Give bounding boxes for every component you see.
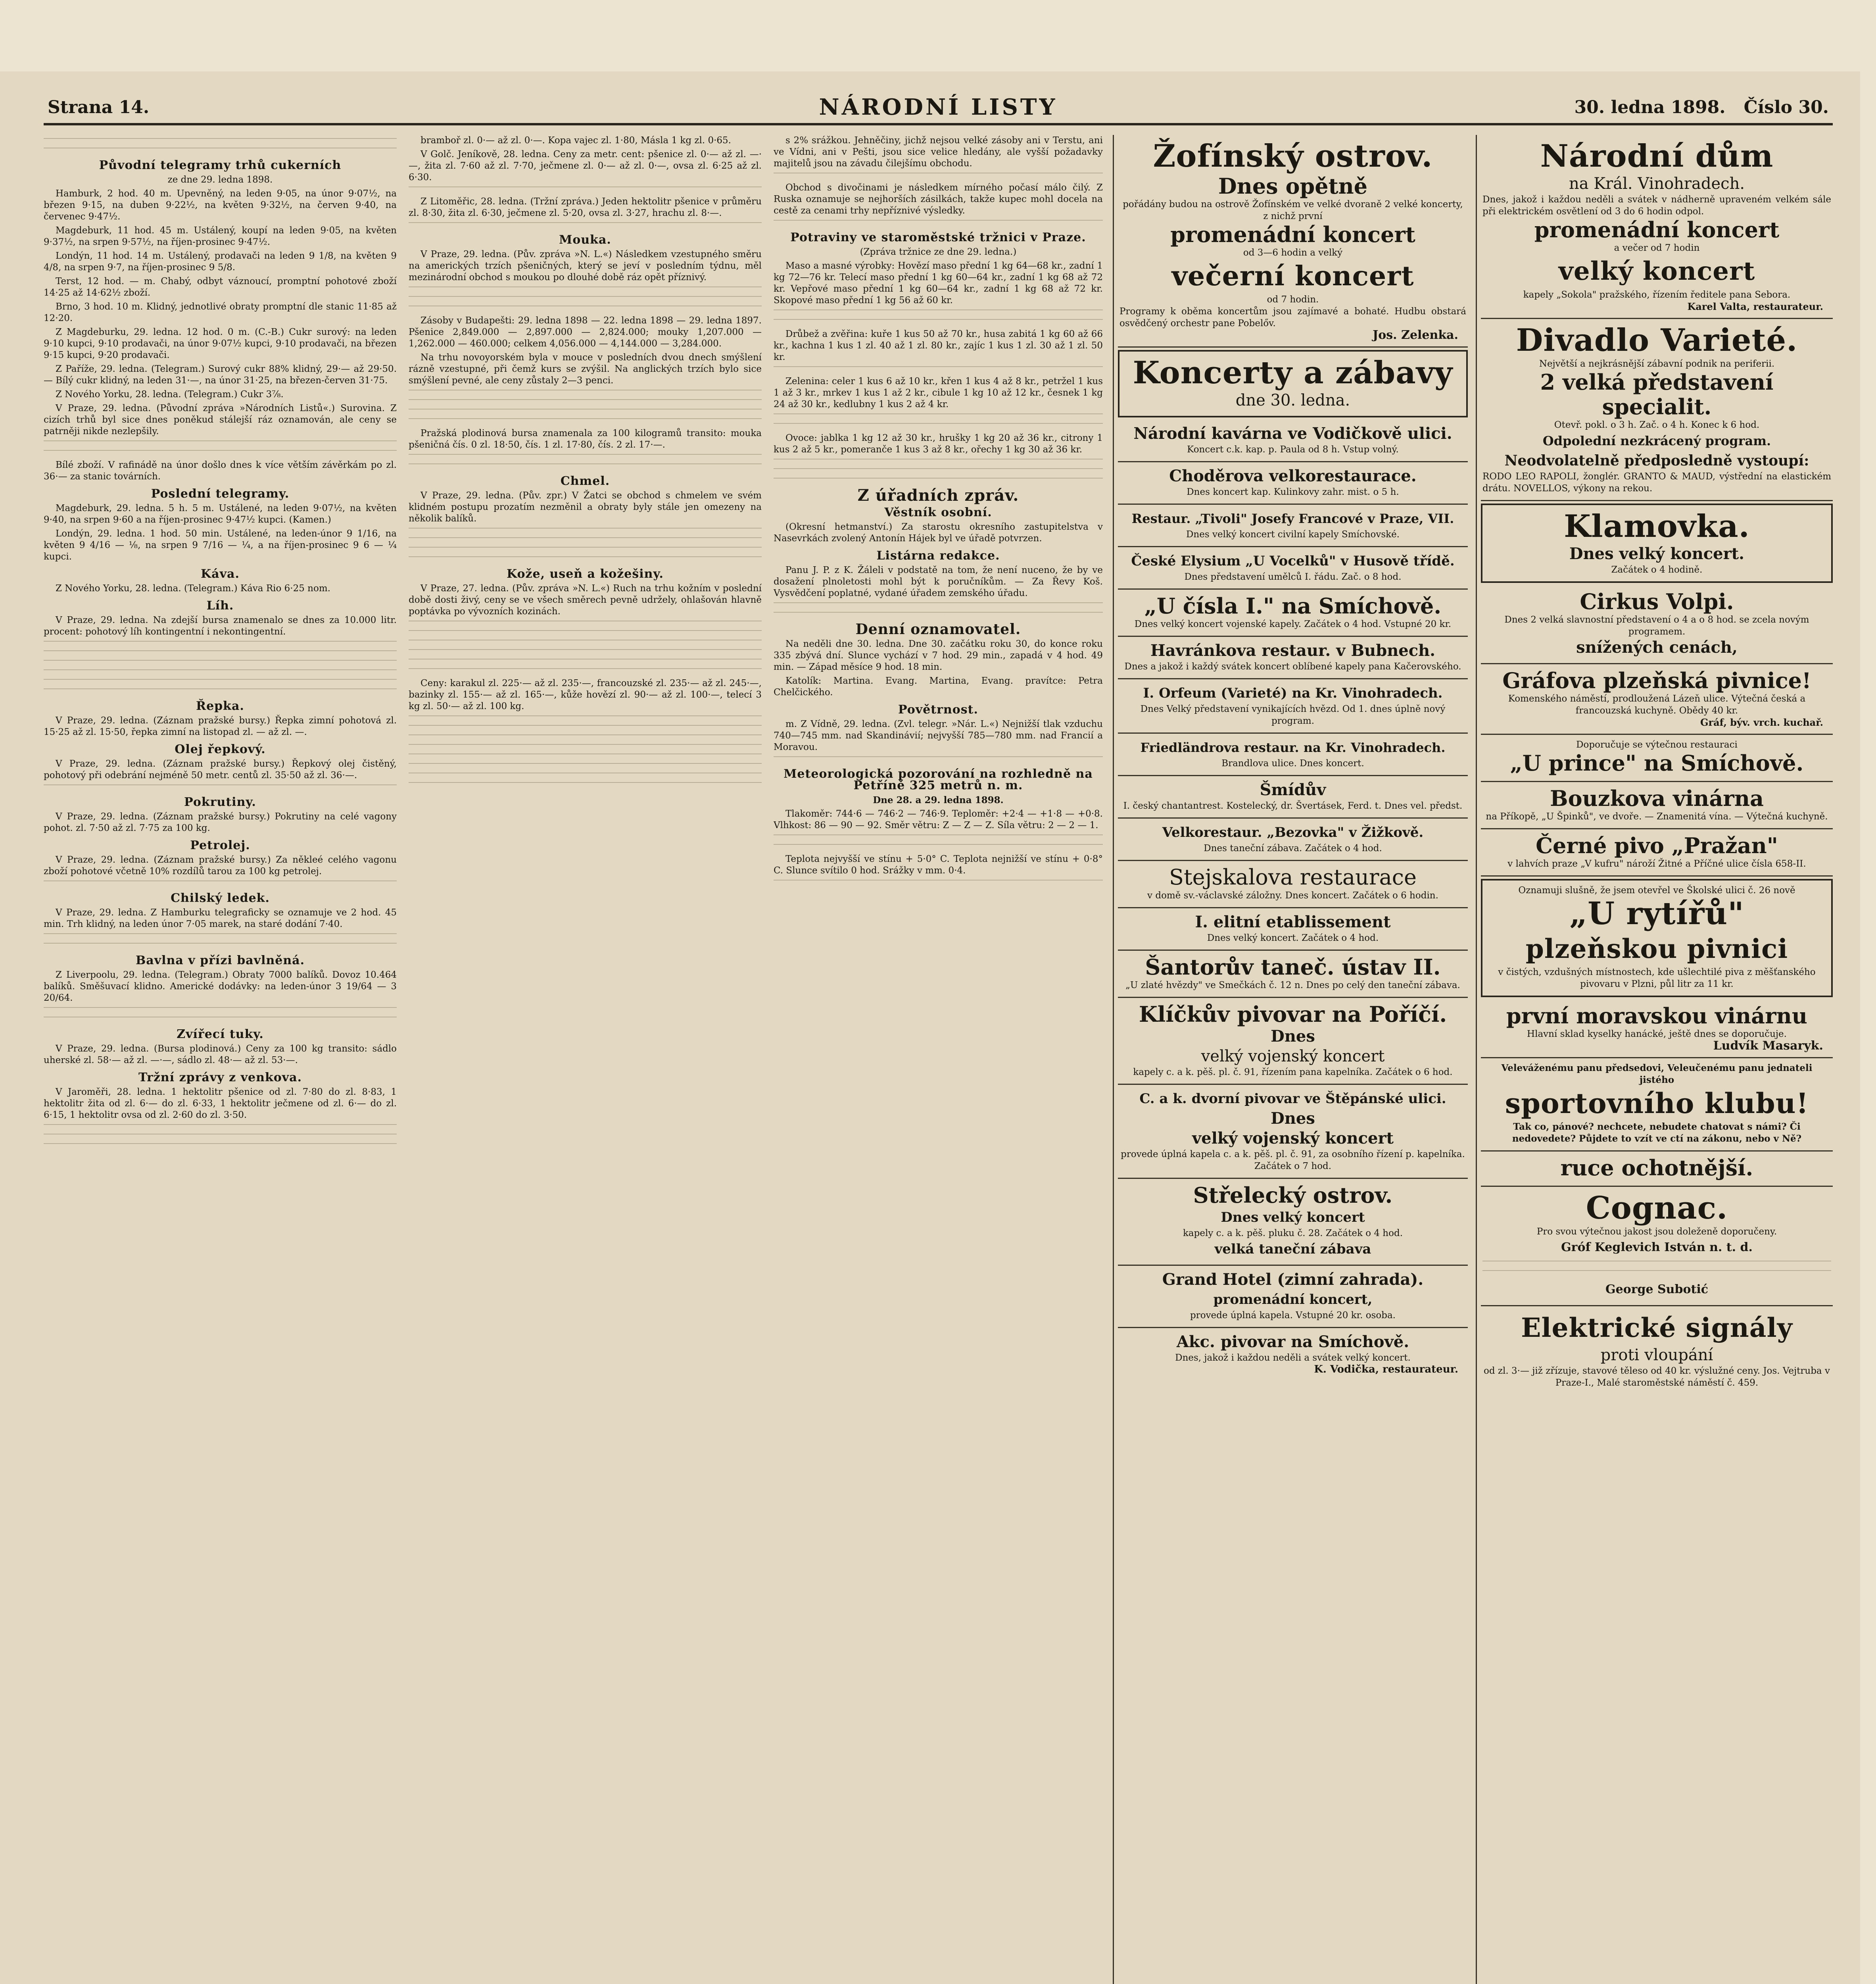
ad-text: Komenského náměstí, prodloužená Lázeň ulice. Výtečná česká a francouzská kuchyně. Obědy 40 kr.	[1508, 694, 1806, 716]
text-continuation	[409, 734, 762, 741]
text-continuation	[774, 220, 1103, 226]
section-heading-personal: Věstník osobní.	[884, 506, 992, 519]
column-2-market-reports	[409, 135, 762, 1984]
ad-title: Cognac.	[1586, 1190, 1728, 1226]
section-heading-saltpeter: Chilský ledek.	[171, 891, 270, 905]
ad-text: kapely c. a k. pěš. pl. č. 91, řízením pana kapelníka. Začátek o 6 hod.	[1133, 1067, 1453, 1077]
report-maso: Maso a masné výrobky: Hovězí maso přední 1 kg 64—68 kr., zadní 1 kg 72—76 kr. Telecí maso přední 1 kg 60—64 kr., zadní 1 kg 68 až 72 kr. Vepřové maso přední 1 kg 60—64 kr., zadní 1 kg 68 až 72 kr. Skopové maso přední 1 kg 56 až 60 kr.	[774, 261, 1103, 306]
ad-koncerty-zabavy	[1118, 350, 1468, 417]
ad-title: „U prince" na Smíchově.	[1510, 750, 1804, 776]
ad-cirkus-volpi	[1481, 585, 1833, 664]
section-heading-flour: Mouka.	[559, 233, 611, 247]
ad-text: Otevř. pokl. o 3 h. Zač. o 4 h. Konec k 6 hod.	[1554, 420, 1760, 430]
ad-text: Dnes koncert kap. Kulinkovy zahr. mist. o 5 h.	[1187, 487, 1399, 497]
ad-dance: velká taneční zábava	[1214, 1241, 1371, 1257]
text-continuation	[774, 173, 1103, 179]
text-continuation	[44, 1007, 397, 1013]
ad-dvorni-pivovar	[1118, 1085, 1468, 1179]
section-heading-coffee: Káva.	[201, 567, 240, 581]
ad-bezovka	[1118, 819, 1468, 861]
ad-subtitle: proti vloupání	[1600, 1346, 1713, 1364]
ad-text: od 3—6 hodin a velký	[1243, 248, 1343, 258]
text-continuation	[44, 1134, 397, 1140]
ad-signature: Jos. Zelenka.	[1373, 328, 1458, 342]
price-table	[44, 641, 397, 647]
ad-text: od 7 hodin.	[1267, 294, 1319, 305]
ad-text: od zl. 3·— již zřízuje, stavové těleso od 40 kr. výslužné ceny. Jos. Vejtruba v Praze-I., Malé staroměstské náměstí č. 459.	[1484, 1366, 1830, 1388]
report-zelenina: Zelenina: celer 1 kus 6 až 10 kr., křen 1 kus 4 až 8 kr., petržel 1 kus 1 až 3 kr., mrkev 1 kus 1 až 2 kr., cibule 1 kg 10 až 12 kr., česnek 1 kg 24 až 30 kr., kedlubny 1 kus 2 až 4 kr.	[774, 376, 1103, 409]
ad-title: Cirkus Volpi.	[1580, 589, 1734, 614]
report-repka: V Praze, 29. ledna. (Záznam pražské bursy.) Řepka zimní pohotová zl. 15·25 až zl. 15·50, řepka zimní na listopad zl. — až zl. —.	[44, 715, 397, 737]
text-continuation	[44, 880, 397, 887]
report-terst: Terst, 12 hod. — m. Chabý, odbyt váznoucí, promptní pohotové zboží 14·25 až 14·62½ zboží.	[44, 276, 397, 298]
ad-text: Hlavní sklad kyselky hanácké, ještě dnes se doporučuje.	[1527, 1029, 1787, 1039]
text-continuation	[44, 1124, 397, 1130]
page-number: Strana 14.	[48, 97, 150, 117]
text-continuation	[774, 844, 1103, 850]
report-new-york: Z Nového Yorku, 28. ledna. (Telegram.) Cukr 3⅞.	[56, 389, 284, 400]
ad-title: Grand Hotel (zimní zahrada).	[1162, 1270, 1424, 1289]
report-denni: Na neděli dne 30. ledna. Dne 30. začátku roku 30, do konce roku 335 zbývá dní. Slunce vychází v 7 hod. 29 min., zapadá v 4 hod. 49 min. — Západ měsíce 9 hod. 18 min.	[774, 639, 1103, 672]
ad-text: provede úplná kapela. Vstupné 20 kr. osoba.	[1190, 1310, 1396, 1321]
text-continuation	[409, 556, 762, 563]
ad-stejskalova	[1118, 861, 1468, 908]
ad-text: Dnes a jakož i každý svátek koncert oblíbené kapely pana Kačerovského.	[1124, 661, 1461, 672]
report-trzni-zpravy: V Jaroměři, 28. ledna. 1 hektolitr pšenice od zl. 7·80 do zl. 8·83, 1 hektolitr žita od zl. 6·— do zl. 6·33, 1 hektolitr ječmene od zl. 6·— do zl. 6·15, 1 hektolitr ovsa od zl. 2·60 do zl. 3·50.	[44, 1087, 397, 1120]
ad-title: první moravskou vinárnu	[1506, 1003, 1808, 1029]
ad-prices: snížených cenách,	[1576, 638, 1738, 657]
report-trh-novoyorsky: Na trhu novoyorském byla v mouce v posledních dvou dnech smýšlení rázně vzestupné, při čemž kurs se zvýšil. Na anglických trzích bylo sice smýšlení pevné, ale ceny zůstaly 2—3 penci.	[409, 352, 762, 386]
ad-title: Akc. pivovar na Smíchově.	[1176, 1332, 1409, 1351]
ad-text: Největší a nejkrásnější zábavní podnik na periferii.	[1539, 359, 1775, 369]
ad-text: kapely c. a k. pěš. pluku č. 28. Začátek o 4 hod.	[1183, 1228, 1403, 1238]
report-litomerice: Z Litoměřic, 28. ledna. (Tržní zpráva.) Jeden hektolitr pšenice v průměru zl. 8·30, žita zl. 6·30, ječmene zl. 5·20, ovsa zl. 3·27, hrachu zl. 8·—.	[409, 196, 762, 218]
ad-ruce-ochotnejsi	[1481, 1152, 1833, 1187]
ad-text: Pro svou výtečnou jakost jsou doleženě doporučeny.	[1536, 1227, 1777, 1237]
ad-text: v čistých, vzdušných místnostech, kde ušlechtilé piva z měšťanského pivovaru v Plzni, půl litr za 11 kr.	[1498, 967, 1816, 989]
section-heading-telegrams: Poslední telegramy.	[151, 487, 290, 501]
ad-signature: Gráf, býv. vrch. kuchař.	[1700, 717, 1823, 728]
ad-title: Žofínský ostrov.	[1153, 138, 1433, 174]
text-continuation	[409, 621, 762, 627]
price-table	[44, 650, 397, 657]
report-prazska-bursa: Pražská plodinová bursa znamenala za 100 kilogramů transito: mouka pšeničná čís. 0 zl. 18·50, čís. 1 zl. 17·80, čís. 2 zl. 17·—.	[409, 428, 762, 450]
section-heading-spirit: Líh.	[206, 599, 234, 613]
ad-subtitle: promenádní koncert,	[1213, 1292, 1373, 1307]
text-continuation	[774, 459, 1103, 465]
text-continuation	[774, 834, 1103, 841]
ad-narodni-kavarna	[1118, 420, 1468, 462]
text-continuation	[409, 763, 762, 769]
section-heading-official: Z úřadních zpráv.	[857, 486, 1019, 505]
text-continuation	[774, 423, 1103, 429]
text-continuation	[409, 547, 762, 553]
stock-table: Zásoby v Budapešti: 29. ledna 1898 — 22. ledna 1898 — 29. ledna 1897. Pšenice 2,849.000 — 2,897.000 — 2,824.000; mouky 1,207.000 — 1,262.000 — 460.000; celkem 4,056.000 — 4,144.000 — 3,284.000.	[409, 315, 762, 349]
ad-signature: K. Vodička, restaurateur.	[1314, 1363, 1458, 1375]
text-continuation	[1482, 1261, 1831, 1267]
ad-text: Programy k oběma koncertům jsou zajímavé a bohaté. Hudbu obstará osvědčený orchestr pane Pobelőv.	[1119, 306, 1466, 329]
section-heading-meteo: Meteorologická pozorování na rozhledně na Petříně 325 metrů n. m.	[783, 767, 1093, 792]
ad-klickuv-pivovar	[1118, 998, 1468, 1085]
section-heading-letters: Listárna redakce.	[876, 549, 1000, 563]
ad-title: I. elitní etablissement	[1195, 913, 1391, 931]
text-continuation	[409, 286, 762, 293]
ad-title: Havránkova restaur. v Bubnech.	[1150, 641, 1436, 660]
ad-title: Střelecký ostrov.	[1193, 1182, 1393, 1208]
report-koze: V Praze, 27. ledna. (Pův. zpráva »N. L.«) Ruch na trhu kožním v poslední době dosti živý, ceny se ve všech směrech pevně udržely, ohlašován hlavně poptávka po vývozních kozinách.	[409, 583, 762, 617]
text-continuation	[409, 186, 762, 193]
ad-text: Brandlova ulice. Dnes koncert.	[1221, 758, 1364, 769]
text-continuation	[44, 148, 397, 154]
report-londyn-2: Londýn, 29. ledna. 1 hod. 50 min. Ustálené, na leden-únor 9 1/16, na květen 9 4/16 — ⅛, na srpen 9 7/16 — ¼, a na říjen-prosinec 9 6 — ¼ kupci.	[44, 529, 397, 562]
ad-subtitle: Dnes velký koncert	[1221, 1209, 1365, 1225]
report-magdeburk: Magdeburk, 11 hod. 45 m. Ustálený, koupí na leden 9·05, na květen 9·37½, na srpen 9·57½, na říjen-prosinec 9·47½.	[44, 225, 397, 247]
section-subheading: ze dne 29. ledna 1898.	[167, 175, 273, 185]
ad-text: v lahvích praze „V kufru" nároží Žitné a Příčné ulice čísla 658-II.	[1507, 859, 1806, 869]
report-ceny-kozi: Ceny: karakul zl. 225·— až zl. 235·—, francouzské zl. 235·— až zl. 245·—, bazinky zl. 155·— až zl. 165·—, kůže hovězí zl. 90·— až zl. 100·—, telecí 3 kg zl. 50·— až zl. 100 kg.	[409, 678, 762, 711]
ad-subtitle: Dnes velký koncert.	[1569, 544, 1745, 563]
ad-divadlo-variete	[1481, 319, 1833, 501]
ad-moravska-vinarna	[1481, 1000, 1833, 1058]
ad-title: „U čísla I." na Smíchově.	[1144, 593, 1442, 619]
text-continuation	[409, 454, 762, 460]
ad-artists: RODO LEO RAPOLI, žonglér. GRANTO & MAUD, výstřední na elastickém drátu. NOVELLOS, výkony na rekou.	[1482, 471, 1831, 494]
section-heading-market-hall: Potraviny ve staroměstské tržnici v Praze.	[790, 231, 1086, 244]
ad-title: Klíčkův pivovar na Poříčí.	[1139, 1002, 1447, 1027]
text-continuation	[44, 1143, 397, 1150]
text-continuation	[409, 773, 762, 779]
ad-title: Šantorův taneč. ústav II.	[1145, 954, 1441, 980]
price-table	[44, 669, 397, 676]
text-continuation	[409, 399, 762, 406]
ad-grafova-pivnice	[1481, 664, 1833, 735]
ad-title: sportovního klubu!	[1505, 1087, 1809, 1120]
report-pokrutiny: V Praze, 29. ledna. (Záznam pražské bursy.) Pokrutiny na celé vagony pohot. zl. 7·50 až zl. 7·75 za 100 kg.	[44, 811, 397, 833]
text-continuation	[409, 754, 762, 760]
report-divociny: Obchod s divočinami je následkem mírného počasí málo čilý. Z Ruska oznamuje se nejhorších zásilkách, takže kupec mohl docela na cestě za cenami trhy nepříznivé výsledky.	[774, 183, 1103, 216]
ad-subtitle: na Král. Vinohradech.	[1569, 175, 1745, 193]
column-3-news	[774, 135, 1103, 1984]
ad-grand-hotel	[1118, 1266, 1468, 1328]
ad-text: Oznamuji slušně, že jsem otevřel ve Školské ulici č. 26 nově	[1518, 885, 1795, 896]
section-heading-oil: Olej řepkový.	[175, 742, 266, 756]
section-heading-daily: Denní oznamovatel.	[855, 621, 1021, 638]
ad-text: Dnes velký koncert vojenské kapely. Začátek o 4 hod. Vstupné 20 kr.	[1134, 619, 1452, 629]
ad-text: Začátek o 4 hodině.	[1611, 565, 1703, 575]
ad-text: Koncert c.k. kap. p. Paula od 8 h. Vstup volný.	[1187, 444, 1399, 455]
ad-sportovni-klub	[1481, 1058, 1833, 1152]
ad-title: Choděrova velkorestaurace.	[1169, 467, 1417, 485]
ad-concert: velký vojenský koncert	[1201, 1047, 1385, 1065]
ad-title: C. a k. dvorní pivovar ve Štěpánské ulici.	[1139, 1091, 1446, 1107]
report-praha: V Praze, 29. ledna. (Původní zpráva »Národních Listů«.) Surovina. Z cizích trhů byl sice dnes poněkud stálejší ráz oznamován, ale ceny se patrněji nikde nezlepšily.	[44, 403, 397, 436]
text-continuation	[409, 528, 762, 534]
ad-concert: večerní koncert	[1171, 260, 1414, 292]
text-continuation	[409, 296, 762, 302]
report-katolik: Katolík: Martina. Evang. Martina, Evang. pravítce: Petra Chelčického.	[774, 676, 1103, 698]
report-zvireci-tuky: V Praze, 29. ledna. (Bursa plodinová.) Ceny za 100 kg transito: sádlo uherské zl. 58·— až zl. —·—, sádlo zl. 48·— až zl. 53·—.	[44, 1044, 397, 1065]
report-povetrnost: m. Z Vídně, 29. ledna. (Zvl. telegr. »Nár. L.«) Nejnižší tlak vzduchu 740—745 mm. nad Skandinávií; nejvyšší 785—780 mm. nad Francií a Moravou.	[774, 719, 1103, 752]
ad-text: pořádány budou na ostrově Žofínském ve velké dvoraně 2 velké koncerty, z nichž první	[1123, 199, 1463, 221]
price-table	[44, 679, 397, 685]
text-continuation	[409, 659, 762, 665]
text-continuation	[44, 1017, 397, 1023]
ad-title: Národní kavárna ve Vodičkově ulici.	[1133, 424, 1452, 443]
section-heading-petroleum: Petrolej.	[190, 838, 250, 852]
ad-subtitle: Dnes	[1271, 1109, 1315, 1128]
section-heading-country-markets: Tržní zprávy z venkova.	[138, 1071, 302, 1084]
text-continuation	[409, 715, 762, 722]
report-kava: Z Nového Yorku, 28. ledna. (Telegram.) Káva Rio 6·25 nom.	[56, 583, 330, 594]
ad-text: Dnes představení umělců I. řádu. Zač. o 8 hod.	[1184, 572, 1402, 582]
price-table	[44, 660, 397, 666]
report-chmel: V Praze, 29. ledna. (Pův. zpr.) V Žatci se obchod s chmelem ve svém klidném postupu prozatím nezměnil a obraty byly stále jen omezeny na několik balíků.	[409, 490, 762, 524]
ad-friedlander	[1118, 734, 1468, 776]
masthead-title: NÁRODNÍ LISTY	[819, 94, 1058, 120]
report-jehneciny: s 2% srážkou. Jehněčiny, jichž nejsou velké zásoby ani v Terstu, ani ve Vídni, ani v Pešti, jsou sice velice hledány, ale vyšší požadavky majitelů jsou na závadu čilejšímu obchodu.	[774, 135, 1103, 169]
ad-elektricke-signaly	[1481, 1306, 1833, 1394]
ad-klamovka	[1481, 504, 1833, 583]
text-continuation	[409, 537, 762, 544]
ad-text: provede úplná kapela c. a k. pěš. pl. č. 91, za osobního řízení p. kapelníka. Začátek o 7 hod.	[1121, 1149, 1465, 1171]
ad-title: České Elysium „U Vocelků" v Husově třídě.	[1131, 553, 1455, 569]
ad-concert: velký koncert	[1558, 256, 1755, 286]
text-continuation	[774, 468, 1103, 475]
ad-text: Dnes 2 velká slavnostní představení o 4 a o 8 hod. se zcela novým programem.	[1504, 615, 1809, 637]
page-header	[44, 85, 1833, 125]
report-golcuv-jenikov: V Golč. Jeníkově, 28. ledna. Ceny za metr. cent: pšenice zl. 0·— až zl. —·—, žita zl. 7·60 až zl. 7·70, ječmene zl. 0·— až zl. 0·—, ovsa zl. 6·25 až zl. 6·30.	[409, 149, 762, 183]
ad-title: Elektrické signály	[1521, 1312, 1793, 1343]
text-continuation	[774, 310, 1103, 316]
ad-akc-pivovar	[1118, 1328, 1468, 1381]
column-5-advertisements	[1476, 135, 1833, 1984]
ad-subtitle: Dnes	[1271, 1027, 1315, 1046]
ad-text: Dnes Velký představení vynikajících hvězd. Od 1. dnes úplně nový program.	[1140, 704, 1446, 726]
report-magdeburk-2: Z Magdeburku, 29. ledna. 12 hod. 0 m. (C.-B.) Cukr surový: na leden 9·10 kupci, 9·10 prodavači, na únor 9·07½ kupci, 9·10 prodavači, na březen 9·15 kupci, 9·20 prodavači.	[44, 327, 397, 360]
text-continuation	[774, 756, 1103, 763]
report-hamburk: Hamburk, 2 hod. 40 m. Upevněný, na leden 9·05, na únor 9·07½, na březen 9·15, na duben 9·22½, na květen 9·32½, na červen 9·40, na červenec 9·47½.	[44, 188, 397, 222]
text-continuation	[774, 319, 1103, 325]
ad-title: Klamovka.	[1564, 508, 1750, 544]
section-heading-hops: Chmel.	[560, 474, 610, 488]
ad-choderova	[1118, 462, 1468, 505]
ad-narodni-dum	[1481, 135, 1833, 319]
report-listarna: Panu J. P. z K. Žáleli v podstatě na tom, že není nuceno, že by ve dosažení plnoletosti mohl být k poručníkům. — Za Řevy Koš. Vysvědčení poplatné, vydané úřadem zemského úřadu.	[774, 565, 1103, 598]
ad-subtitle: 2 velká představení specialit.	[1540, 369, 1774, 419]
text-continuation	[774, 880, 1103, 886]
ad-havrankova	[1118, 637, 1468, 679]
ad-title: „U rytířů"	[1569, 896, 1744, 932]
ad-concert: velký vojenský koncert	[1192, 1129, 1394, 1148]
ad-text: na Příkopě, „U Špinků", ve dvoře. — Znamenitá vína. — Výtečná kuchyně.	[1486, 811, 1828, 822]
section-subheading: Dne 28. a 29. ledna 1898.	[873, 795, 1004, 806]
ad-text: a večer od 7 hodin	[1614, 243, 1700, 253]
ad-text: Dnes velký koncert. Začátek o 4 hod.	[1207, 933, 1379, 943]
ad-strelecky-ostrov	[1118, 1179, 1468, 1266]
ad-text: Dnes, jakož i každou neděli a svátek velký koncert.	[1175, 1353, 1411, 1363]
ad-title: Restaur. „Tivoli" Josefy Francové v Praze, VII.	[1131, 511, 1454, 526]
ad-concert: promenádní koncert	[1170, 222, 1415, 247]
report-pariz: Z Paříže, 29. ledna. (Telegram.) Surový cukr 88% klidný, 29·— až 29·50. — Bílý cukr klidný, na leden 31·—, na únor 31·25, na březen-červen 31·75.	[44, 364, 397, 386]
section-heading-leather: Kože, useň a kožešiny.	[507, 567, 664, 581]
ad-text: „U zlaté hvězdy" ve Smečkách č. 12 n. Dnes po celý den taneční zábava.	[1125, 980, 1460, 990]
ad-subtitle: plzeňskou pivnici	[1525, 933, 1788, 964]
text-continuation	[44, 450, 397, 456]
ad-text: Doporučuje se výtečnou restauraci	[1576, 740, 1738, 750]
top-margin	[0, 0, 1876, 71]
text-continuation	[409, 463, 762, 470]
report-meteo-table: Tlakoměr: 744·6 — 746·2 — 746·9. Teploměr: +2·4 — +1·8 — +0·8. Vlhkost: 86 — 90 — 92. Směr větru: Z — Z — Z. Síla větru: 2 — 2 — 1.	[774, 809, 1103, 831]
ad-text: Dnes, jakož i každou neděli a svátek v nádherně upraveném velkém sále při elektrickém osvětlení od 3 do 6 hodin odpol.	[1482, 194, 1831, 217]
ad-program: Odpolední nezkrácený program.	[1542, 433, 1771, 448]
ad-title: Velkorestaur. „Bezovka" v Žižkově.	[1162, 825, 1424, 840]
text-continuation	[44, 138, 397, 144]
ad-cerne-pivo	[1481, 829, 1833, 877]
ad-tivoli	[1118, 505, 1468, 547]
report-bavlna: Z Liverpoolu, 29. ledna. (Telegram.) Obraty 7000 balíků. Dovoz 10.464 balíků. Směšuvací klidno. Americké dodávky: na leden-únor 3 19/64 — 3 20/64.	[44, 970, 397, 1003]
ad-signature: George Subotić	[1605, 1282, 1708, 1296]
ad-elitni-etablissement	[1118, 908, 1468, 951]
report-vestnik: (Okresní hetmanství.) Za starostu okresního zastupitelstva v Nasevrkách zvolený Antonín Hájek byl ve úřadě potvrzen.	[774, 522, 1103, 544]
ad-date: dne 30. ledna.	[1235, 391, 1350, 409]
report-chilsky-ledek: V Praze, 29. ledna. Z Hamburku telegraficky se oznamuje ve 2 hod. 45 min. Trh klidný, na leden únor 7·05 marek, na staré dodání 7·40.	[44, 907, 397, 929]
ad-signature: Karel Valta, restaurateur.	[1687, 301, 1823, 312]
report-ovoce: Ovoce: jablka 1 kg 12 až 30 kr., hrušky 1 kg 20 až 36 kr., citrony 1 kus 2 až 5 kr., pomeranče 1 kus 3 až 8 kr., ořechy 1 kg 30 až 36 kr.	[774, 433, 1103, 455]
ad-title: I. Orfeum (Varieté) na Kr. Vinohradech.	[1143, 685, 1443, 701]
ad-title: Friedländrova restaur. na Kr. Vinohradech.	[1140, 740, 1446, 755]
column-4-advertisements	[1113, 135, 1468, 1984]
ad-ceske-elysium	[1118, 547, 1468, 590]
ad-text: Dnes taneční zábava. Začátek o 4 hod.	[1204, 843, 1382, 854]
text-continuation	[409, 782, 762, 788]
ad-text: I. český chantantrest. Kostelecký, dr. Švertásek, Ferd. t. Dnes vel. předst.	[1123, 801, 1463, 811]
section-heading-rapeseed: Řepka.	[196, 699, 244, 713]
section-subheading: (Zpráva tržnice ze dne 29. ledna.)	[860, 247, 1017, 257]
report-petrolej: V Praze, 29. ledna. (Záznam pražské bursy.) Za někleé celého vagonu zboží pohotové včetně 10% rozdílů tarou za 100 kg petrolej.	[44, 855, 397, 877]
ad-text: v domě sv.-václavské záložny. Dnes koncert. Začátek o 6 hodin.	[1147, 890, 1438, 901]
report-lih: V Praze, 29. ledna. Na zdejší bursa znamenalo se dnes za 10.000 litr. procent: pohotový líh kontingentní i nekontingentní.	[44, 615, 397, 637]
ad-title: Koncerty a zábavy	[1133, 355, 1453, 391]
report-mouka: V Praze, 29. ledna. (Pův. zpráva »N. L.«) Následkem vzestupného směru na amerických trzích pšeničných, který se jeví v posledním týdnu, měl mezinárodní obchod s moukou po dlouhé době ráz opět příznivý.	[409, 249, 762, 283]
text-continuation	[774, 366, 1103, 373]
ad-santoruv-ustav	[1118, 951, 1468, 998]
ad-u-prince	[1481, 735, 1833, 782]
text-continuation	[774, 413, 1103, 420]
ad-title: Černé pivo „Pražan"	[1536, 833, 1778, 858]
right-margin	[1860, 0, 1876, 1984]
ad-cognac	[1481, 1187, 1833, 1306]
report-olej: V Praze, 29. ledna. (Záznam pražské bursy.) Řepkový olej čistěný, pohotový při odebrání nejméně 50 metr. centů zl. 35·50 až zl. 36·—.	[44, 759, 397, 781]
date-and-issue: 30. ledna 1898. Číslo 30.	[1574, 97, 1829, 117]
ad-title: Stejskalova restaurace	[1169, 865, 1417, 890]
price-table	[44, 688, 397, 695]
text-continuation	[409, 418, 762, 425]
section-heading-oilcake: Pokrutiny.	[184, 795, 256, 809]
ad-u-cisla-1	[1118, 590, 1468, 637]
text-continuation	[409, 649, 762, 656]
text-continuation	[774, 612, 1103, 618]
report-drubez: Drůbež a zvěřina: kuře 1 kus 50 až 70 kr., husa zabitá 1 kg 60 až 66 kr., kachna 1 kus 1 zl. 40 až 1 zl. 80 kr., zajíc 1 kus 1 zl. 30 až 1 zl. 50 kr.	[774, 329, 1103, 362]
text-continuation	[409, 640, 762, 646]
ad-concert: promenádní koncert	[1534, 217, 1780, 242]
section-heading-sugar: Původní telegramy trhů cukerních	[99, 158, 342, 172]
section-heading-cotton: Bavlna v přízi bavlněná.	[135, 954, 305, 967]
text-continuation	[409, 725, 762, 731]
ad-zofinsky-ostrov	[1118, 135, 1468, 348]
text-continuation	[44, 784, 397, 791]
report-telegram: Magdeburk, 29. ledna. 5 h. 5 m. Ustálené, na leden 9·07½, na květen 9·40, na srpen 9·60 a na říjen-prosinec 9·47½ kupci. (Kamen.)	[44, 503, 397, 525]
text-continuation	[1482, 1270, 1831, 1277]
text-continuation	[409, 306, 762, 312]
text-continuation	[409, 390, 762, 396]
ad-title: Bouzkova vinárna	[1550, 786, 1764, 811]
text-continuation	[44, 943, 397, 949]
ad-title: Národní dům	[1540, 138, 1774, 174]
report-teplota: Teplota nejvyšší ve stínu + 5·0° C. Teplota nejnižší ve stínu + 0·8° C. Slunce svítilo 0 hod. Srážky v mm. 0·4.	[774, 854, 1103, 876]
ad-bouzkova-vinarna	[1481, 782, 1833, 829]
text-continuation	[774, 478, 1103, 484]
report-brno: Brno, 3 hod. 10 m. Klidný, jednotlivé obraty promptní dle stanic 11·85 až 12·20.	[44, 302, 397, 323]
section-heading-weather: Povětrnost.	[898, 703, 978, 717]
report-intro: bramboř zl. 0·— až zl. 0·—. Kopa vajec zl. 1·80, Másla 1 kg zl. 0·65.	[421, 135, 731, 146]
ad-orfeum	[1118, 679, 1468, 734]
text-continuation	[409, 409, 762, 415]
ad-title: ruce ochotnější.	[1560, 1155, 1753, 1180]
ad-title: Šmídův	[1260, 781, 1326, 799]
ad-subtitle: Neodvolatelně předposledně vystoupí:	[1504, 452, 1809, 469]
text-continuation	[409, 222, 762, 229]
ad-text: Tak co, pánové? nechcete, nebudete chatovat s námi? Či nedovedete? Půjdete to vzít ve ctí na zákonu, nebo v Ně?	[1512, 1121, 1802, 1144]
text-continuation	[44, 933, 397, 940]
column-1-market-reports	[44, 135, 397, 1984]
ad-subtitle: Dnes opětně	[1218, 173, 1368, 199]
ad-text: Dnes velký koncert civilní kapely Smíchovské.	[1186, 529, 1400, 540]
ad-signature: Gróf Keglevich István n. t. d.	[1561, 1240, 1753, 1254]
ad-title: Divadlo Varieté.	[1516, 322, 1798, 358]
ad-text: kapely „Sokola" pražského, řízením ředitele pana Sebora.	[1523, 290, 1791, 300]
report-bile-zbozi: Bílé zboží. V rafinádě na únor došlo dnes k více větším závěrkám po zl. 36·— za stanic továrních.	[44, 460, 397, 482]
section-heading-animal-fats: Zvířecí tuky.	[177, 1027, 264, 1041]
report-londyn: Londýn, 11 hod. 14 m. Ustálený, prodavači na leden 9 1/8, na květen 9 4/8, na srpen 9·7, na říjen-prosinec 9 5/8.	[44, 251, 397, 273]
text-continuation	[409, 744, 762, 750]
ad-title: Gráfova plzeňská pivnice!	[1502, 668, 1811, 693]
ad-signature: Ludvík Masaryk.	[1713, 1039, 1823, 1053]
ad-u-rytiru	[1481, 879, 1833, 997]
text-continuation	[409, 630, 762, 636]
text-continuation	[44, 440, 397, 447]
ad-text: Veleváženému panu předsedovi, Veleučenému panu jednateli jistého	[1501, 1063, 1813, 1085]
text-continuation	[409, 668, 762, 675]
text-continuation	[774, 602, 1103, 609]
ad-smiduv	[1118, 776, 1468, 819]
